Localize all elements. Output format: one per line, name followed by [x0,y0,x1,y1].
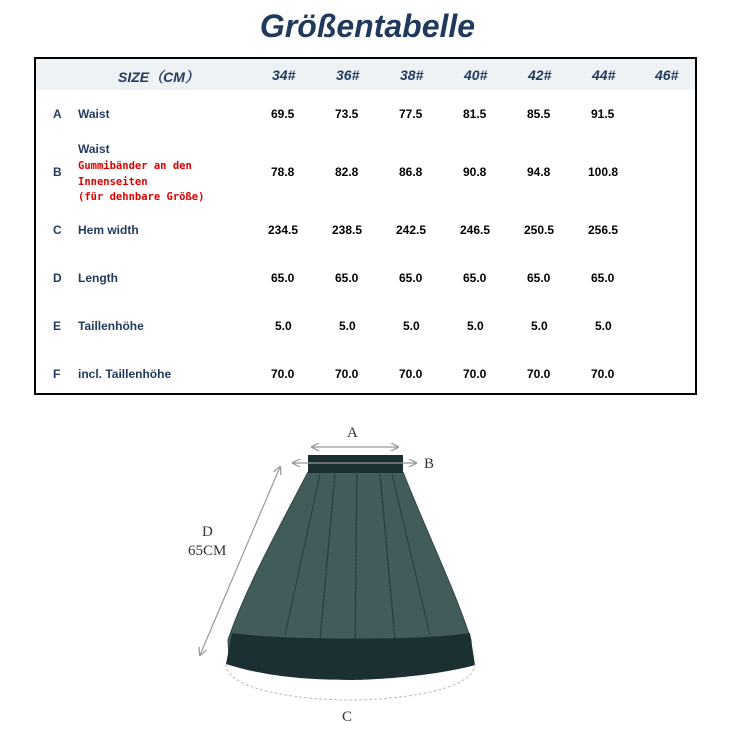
page-title: Größentabelle [259,8,476,44]
table-cell: 81.5 [463,107,487,121]
table-cell: 90.8 [463,165,487,179]
table-cell: 5.0 [595,319,612,333]
size-column-header: 42# [528,67,552,83]
row-label: Hem width [78,223,139,237]
table-cell: 85.5 [527,107,551,121]
table-cell: 77.5 [399,107,423,121]
row-note: Gummibänder an den [78,160,192,172]
table-cell: 238.5 [332,223,363,237]
size-column-header: 44# [592,67,616,83]
row-note: Innenseiten [78,176,148,188]
table-cell: 70.0 [335,367,359,381]
row-label: Waist [78,107,110,121]
table-cell: 65.0 [527,271,551,285]
table-cell: 69.5 [271,107,295,121]
row-code: E [53,319,62,333]
table-cell: 65.0 [335,271,359,285]
label-d: D [202,524,213,540]
size-column-header: 36# [336,67,360,83]
row-label: Waist [78,142,110,156]
label-d-value: 65CM [188,543,227,559]
table-cell: 5.0 [467,319,484,333]
size-column-header: 38# [400,67,424,83]
table-cell: 256.5 [588,223,619,237]
table-cell: 5.0 [275,319,292,333]
table-cell: 70.0 [591,367,615,381]
row-note: (für dehnbare Größe) [78,191,205,203]
row-code: A [53,107,62,121]
skirt-waistband [308,455,403,473]
table-cell: 82.8 [335,165,359,179]
row-label: Taillenhöhe [78,319,144,333]
table-cell: 94.8 [527,165,551,179]
label-a: A [347,425,358,441]
table-cell: 65.0 [591,271,615,285]
skirt-diagram [0,400,735,731]
table-cell: 70.0 [527,367,551,381]
table-cell: 70.0 [271,367,295,381]
size-header-label: SIZE（CM） [118,69,199,85]
table-cell: 250.5 [524,223,555,237]
size-column-header: 46# [655,67,679,83]
table-cell: 234.5 [268,223,299,237]
table-cell: 100.8 [588,165,619,179]
row-code: B [53,165,62,179]
size-column-header: 34# [272,67,296,83]
table-cell: 86.8 [399,165,423,179]
size-column-header: 40# [464,67,488,83]
skirt-hem-band [226,633,475,680]
table-cell: 65.0 [399,271,423,285]
table-cell: 70.0 [463,367,487,381]
size-table [34,57,697,395]
row-label: incl. Taillenhöhe [78,367,172,381]
label-c: C [342,709,353,725]
table-cell: 5.0 [531,319,548,333]
table-cell: 242.5 [396,223,427,237]
label-b: B [424,456,435,472]
table-cell: 246.5 [460,223,491,237]
table-cell: 78.8 [271,165,295,179]
table-cell: 70.0 [399,367,423,381]
table-cell: 65.0 [271,271,295,285]
table-cell: 5.0 [339,319,356,333]
table-cell: 73.5 [335,107,359,121]
table-cell: 5.0 [403,319,420,333]
row-label: Length [78,271,118,285]
table-cell: 91.5 [591,107,615,121]
row-code: D [53,271,62,285]
row-code: F [53,367,61,381]
table-cell: 65.0 [463,271,487,285]
row-code: C [53,223,62,237]
